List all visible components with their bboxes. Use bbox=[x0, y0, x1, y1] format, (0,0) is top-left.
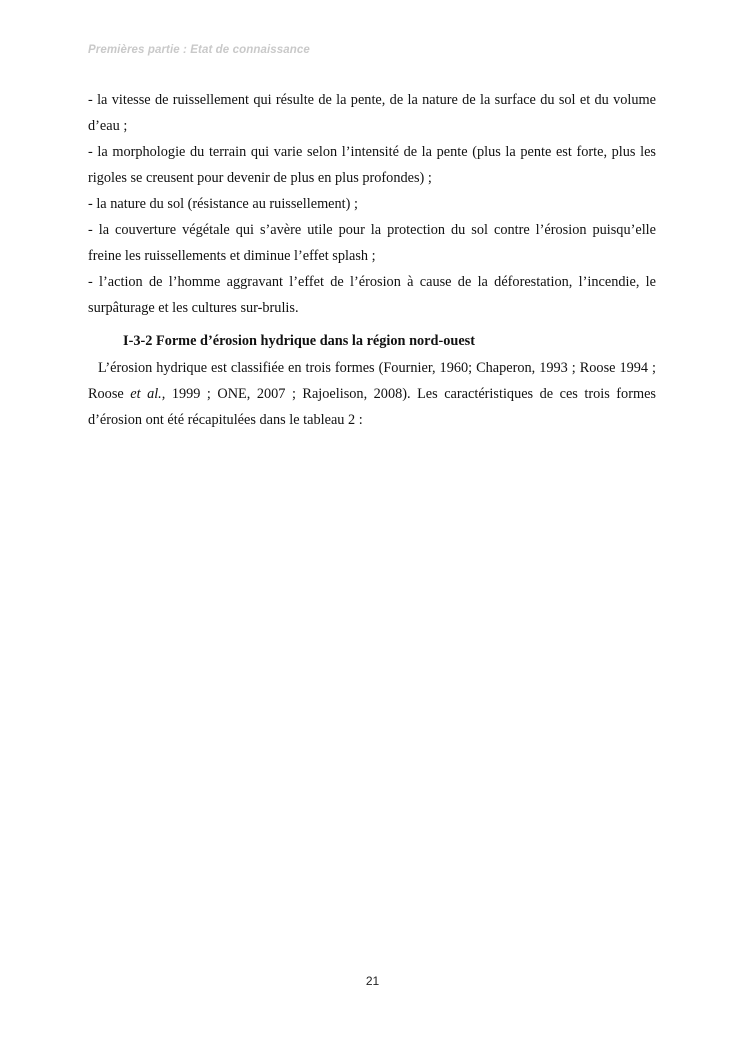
paragraph-text-end: 1999 ; ONE, 2007 ; Rajoelison, 2008). Les caractéristiques de ces trois formes d’érosion ont été récapitulées dans le tableau 2 : bbox=[88, 386, 656, 428]
paragraph-text-start: L’érosion hydrique est classifiée en trois formes (Fournier, 1960; Chaperon, 1993 ; Roose 1994 ; Roose bbox=[88, 360, 656, 402]
bullet-ruissellement-speed: - la vitesse de ruissellement qui résulte de la pente, de la nature de la surface du sol et du volume d’eau ; bbox=[88, 92, 656, 134]
section-heading: I-3-2 Forme d’érosion hydrique dans la région nord-ouest bbox=[123, 333, 476, 349]
bullet-terrain-morphology: - la morphologie du terrain qui varie selon l’intensité de la pente (plus la pente est forte, plus les rigoles se creusent pour devenir de plus en plus profondes) ; bbox=[88, 144, 656, 186]
bullet-vegetation-cover: - la couverture végétale qui s’avère utile pour la protection du sol contre l’érosion puisqu’elle freine les ruissellements et diminue l’effet splash ; bbox=[88, 222, 656, 264]
page-number: 21 bbox=[365, 974, 380, 988]
bullet-human-action: - l’action de l’homme aggravant l’effet de l’érosion à cause de la déforestation, l’incendie, le surpâturage et les cultures sur-brulis. bbox=[88, 274, 656, 316]
intro-paragraph bbox=[88, 355, 656, 433]
running-header: Premières partie : Etat de connaissance bbox=[88, 44, 310, 56]
bullet-soil-nature: - la nature du sol (résistance au ruissellement) ; bbox=[88, 196, 358, 212]
et-al-citation: et al., bbox=[130, 386, 166, 402]
page-content bbox=[88, 87, 656, 433]
